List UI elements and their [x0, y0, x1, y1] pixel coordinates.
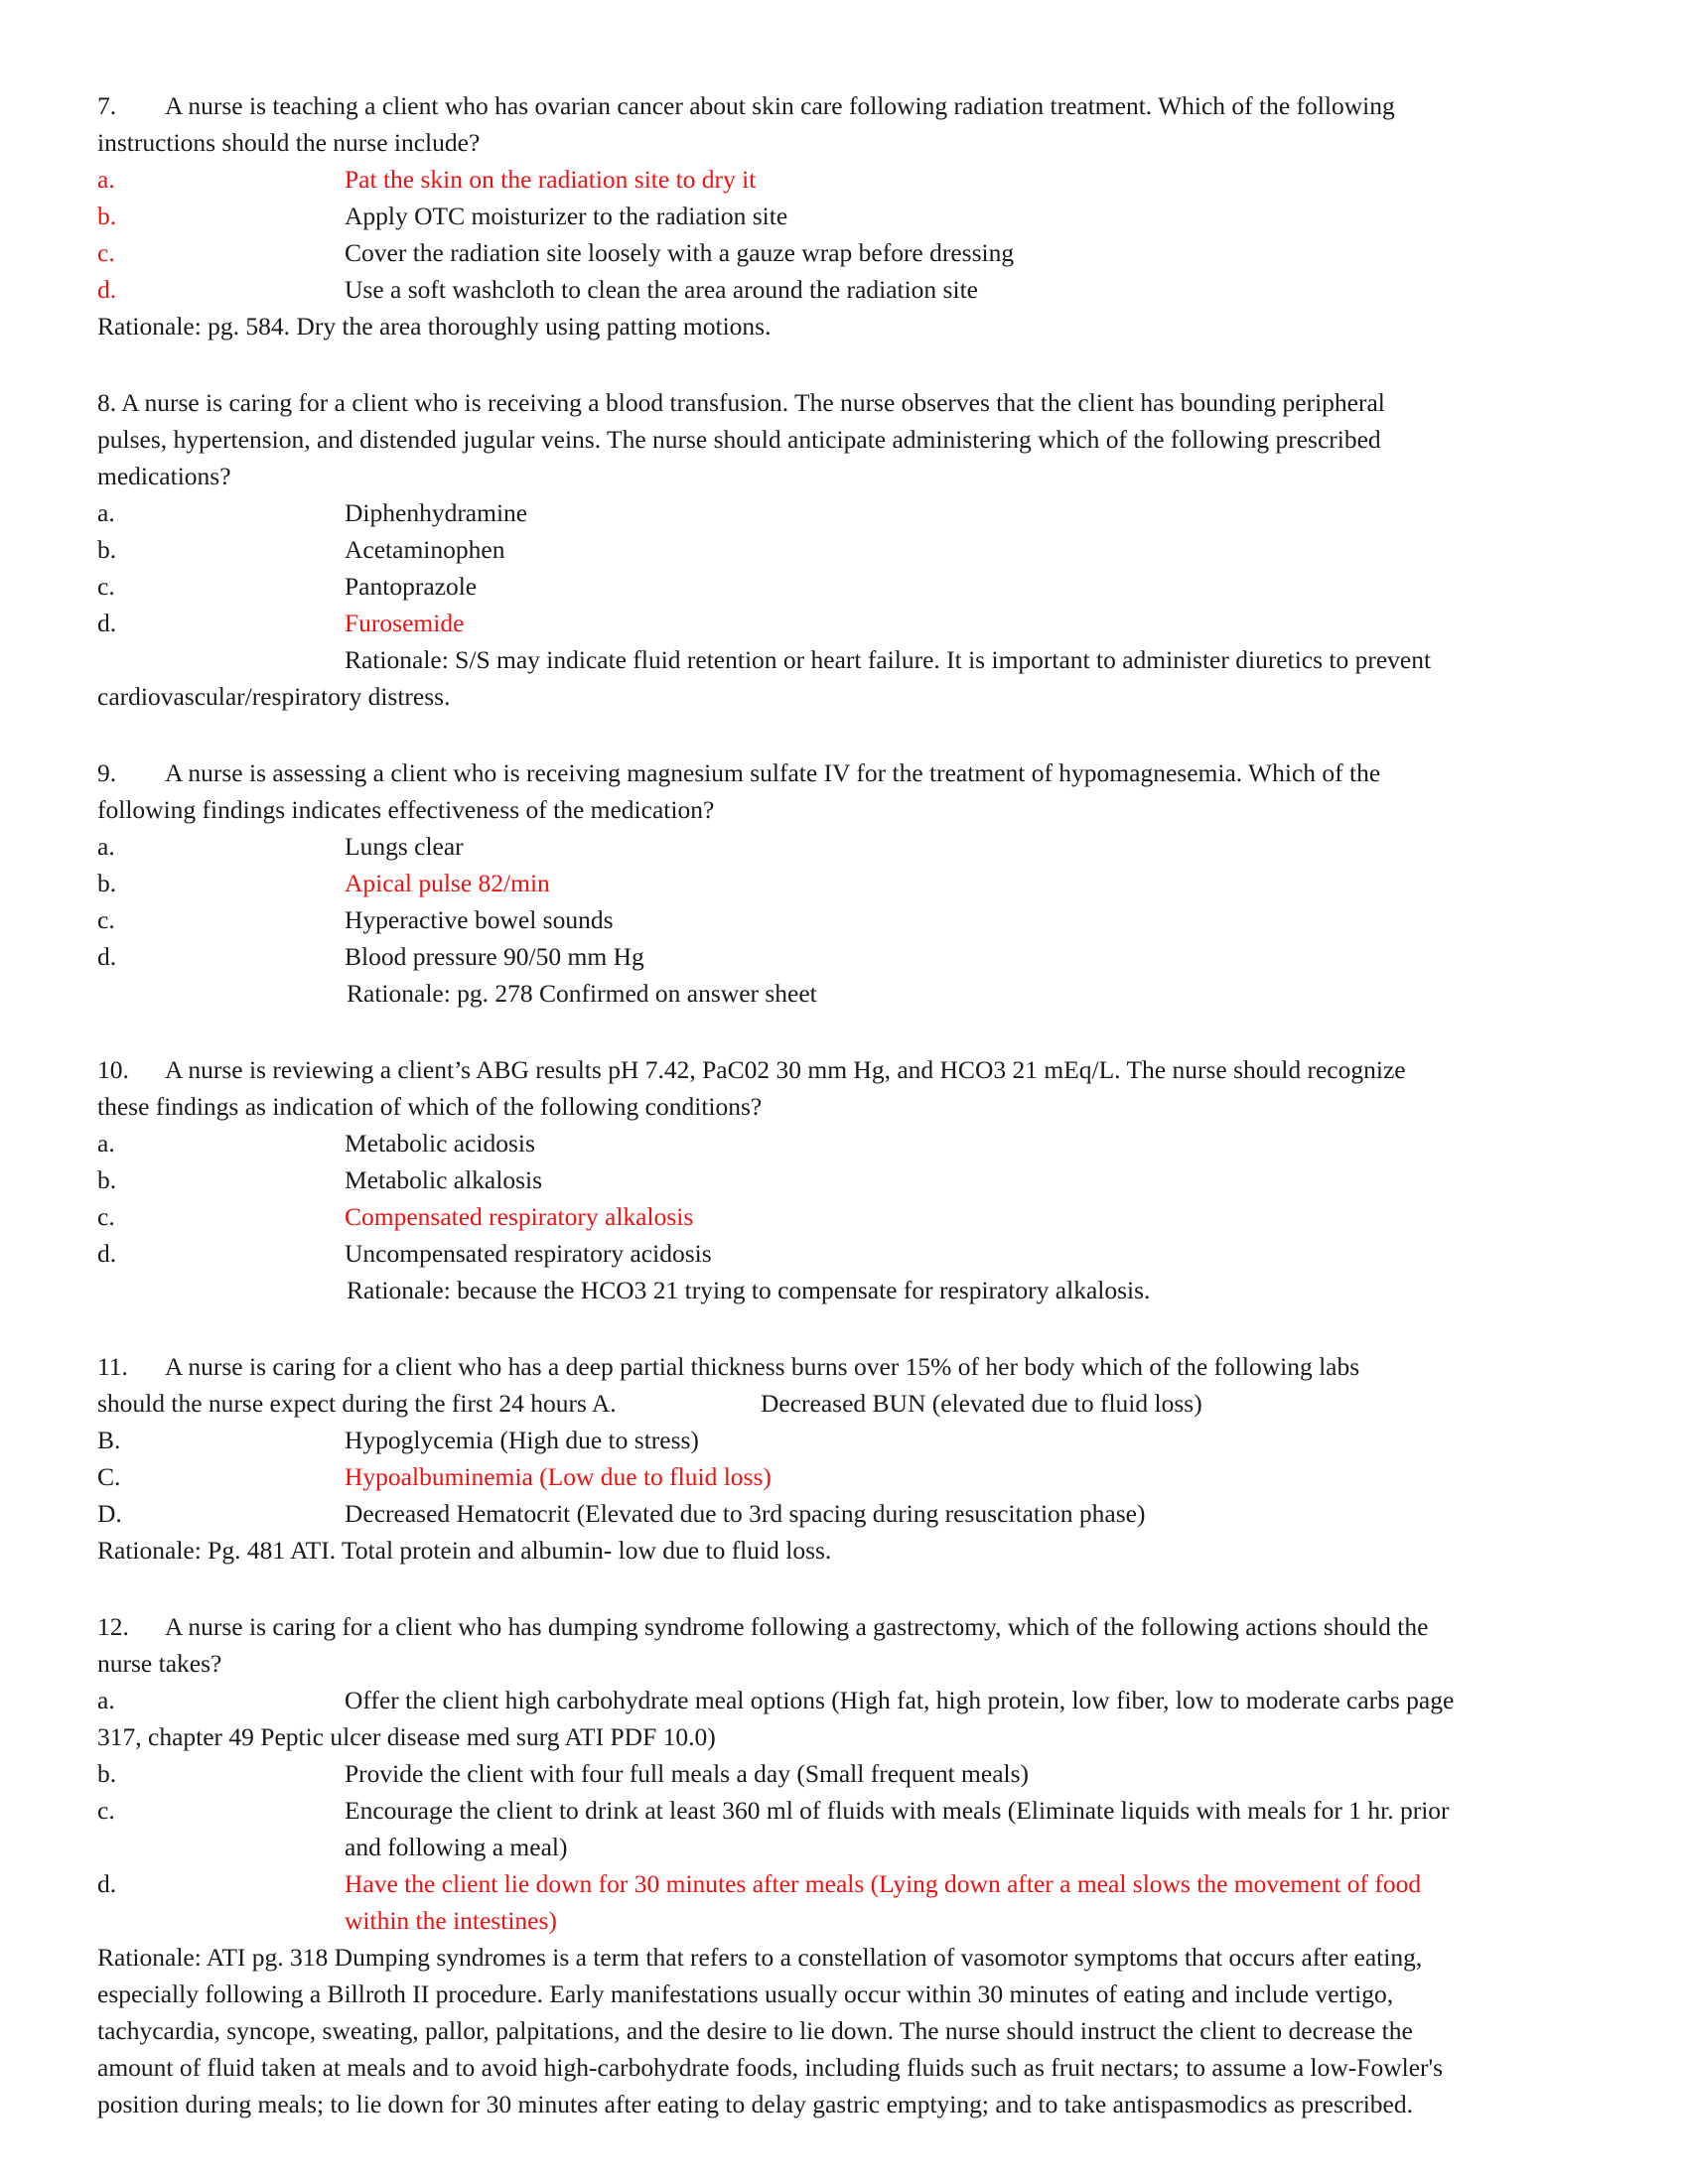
option-b: b. Apply OTC moisturizer to the radiation site: [97, 198, 1607, 234]
option-text: Hyperactive bowel sounds: [345, 905, 614, 934]
option-b: B. Hypoglycemia (High due to stress): [97, 1422, 1607, 1458]
question-stem-cont: pulses, hypertension, and distended jugular veins. The nurse should anticipate administering which of the following prescribed: [97, 425, 1381, 454]
rationale: Rationale: because the HCO3 21 trying to compensate for respiratory alkalosis.: [347, 1276, 1151, 1304]
option-b: b. Acetaminophen: [97, 531, 1607, 568]
question-9: [97, 754, 1607, 1012]
option-text: Pantoprazole: [345, 572, 478, 601]
question-11: [97, 1348, 1607, 1569]
question-stem: A nurse is reviewing a client’s ABG results pH 7.42, PaC02 30 mm Hg, and HCO3 21 mEq/L. The nurse should recognize: [165, 1055, 1406, 1084]
option-a: a. Offer the client high carbohydrate meal options (High fat, high protein, low fiber, low to moderate carbs page: [97, 1682, 1607, 1718]
option-d: d. Have the client lie down for 30 minutes after meals (Lying down after a meal slows the movement of food: [97, 1865, 1607, 1902]
option-text: Decreased Hematocrit (Elevated due to 3rd spacing during resuscitation phase): [345, 1499, 1146, 1528]
option-text: Use a soft washcloth to clean the area around the radiation site: [345, 275, 978, 304]
option-c: c. Compensated respiratory alkalosis: [97, 1198, 1607, 1235]
question-number: 9.: [97, 758, 117, 787]
rationale: Rationale: ATI pg. 318 Dumping syndromes is a term that refers to a constellation of vasomotor symptoms that occurs after eating,: [97, 1943, 1423, 1972]
option-text: Uncompensated respiratory acidosis: [345, 1239, 712, 1268]
rationale-cont: amount of fluid taken at meals and to avoid high-carbohydrate foods, including fluids such as fruit nectars; to assume a low-Fowler's: [97, 2053, 1444, 2082]
option-text: Metabolic alkalosis: [345, 1165, 542, 1194]
question-stem-cont: nurse takes?: [97, 1649, 222, 1678]
option-text: Metabolic acidosis: [345, 1129, 535, 1158]
option-b: b. Provide the client with four full meals a day (Small frequent meals): [97, 1755, 1607, 1792]
option-text: Blood pressure 90/50 mm Hg: [345, 942, 644, 971]
question-10: [97, 1051, 1607, 1308]
option-a: a. Pat the skin on the radiation site to dry it: [97, 161, 1607, 198]
question-number: 12.: [97, 1612, 129, 1641]
question-number: 7.: [97, 91, 117, 120]
rationale: Rationale: pg. 278 Confirmed on answer sheet: [347, 979, 817, 1008]
option-d: d. Blood pressure 90/50 mm Hg: [97, 938, 1607, 975]
question-stem: A nurse is teaching a client who has ovarian cancer about skin care following radiation treatment. Which of the following: [165, 91, 1395, 120]
question-stem-cont: should the nurse expect during the first 24 hours A.: [97, 1389, 617, 1418]
option-d: d. Furosemide: [97, 605, 1607, 641]
option-a: a. Metabolic acidosis: [97, 1125, 1607, 1161]
option-a: a. Lungs clear: [97, 828, 1607, 865]
rationale-cont: cardiovascular/respiratory distress.: [97, 682, 451, 711]
option-text: Cover the radiation site loosely with a gauze wrap before dressing: [345, 238, 1015, 267]
question-stem: A nurse is caring for a client who has a deep partial thickness burns over 15% of her body which of the following labs: [165, 1352, 1360, 1381]
question-stem-cont: these findings as indication of which of the following conditions?: [97, 1092, 763, 1121]
option-a-text: Decreased BUN (elevated due to fluid loss): [761, 1389, 1202, 1418]
rationale: Rationale: Pg. 481 ATI. Total protein and albumin- low due to fluid loss.: [97, 1536, 832, 1565]
option-text-correct: Have the client lie down for 30 minutes after meals (Lying down after a meal slows the movement of food: [345, 1869, 1422, 1898]
option-c-cont: and following a meal): [345, 1833, 568, 1861]
option-text: Offer the client high carbohydrate meal options (High fat, high protein, low fiber, low to moderate carbs page: [345, 1686, 1455, 1714]
option-c: c. Cover the radiation site loosely with a gauze wrap before dressing: [97, 234, 1607, 271]
option-text: Hypoglycemia (High due to stress): [345, 1426, 699, 1454]
option-text-correct: Pat the skin on the radiation site to dry it: [345, 165, 757, 194]
question-number: 11.: [97, 1352, 128, 1381]
question-stem: A nurse is assessing a client who is receiving magnesium sulfate IV for the treatment of hypomagnesemia. Which of the: [165, 758, 1381, 787]
option-text: Provide the client with four full meals a day (Small frequent meals): [345, 1759, 1030, 1788]
question-stem-cont: instructions should the nurse include?: [97, 128, 481, 157]
option-d: d. Use a soft washcloth to clean the area around the radiation site: [97, 271, 1607, 308]
question-stem: A nurse is caring for a client who has dumping syndrome following a gastrectomy, which of the following actions should the: [165, 1612, 1429, 1641]
option-text: Apply OTC moisturizer to the radiation site: [345, 202, 788, 230]
option-text: Diphenhydramine: [345, 498, 528, 527]
rationale: Rationale: S/S may indicate fluid retention or heart failure. It is important to administer diuretics to prevent: [345, 645, 1432, 674]
option-b: b. Apical pulse 82/min: [97, 865, 1607, 901]
option-text-correct: Furosemide: [345, 609, 465, 637]
question-7: [97, 87, 1607, 344]
option-text-correct: Hypoalbuminemia (Low due to fluid loss): [345, 1462, 772, 1491]
question-stem-cont: medications?: [97, 462, 231, 490]
option-a: a. Diphenhydramine: [97, 494, 1607, 531]
option-d: D. Decreased Hematocrit (Elevated due to 3rd spacing during resuscitation phase): [97, 1495, 1607, 1532]
option-c: c. Encourage the client to drink at least 360 ml of fluids with meals (Eliminate liquids with meals for 1 hr. prior: [97, 1792, 1607, 1829]
rationale-cont: tachycardia, syncope, sweating, pallor, palpitations, and the desire to lie down. The nurse should instruct the client to decrease the: [97, 2016, 1413, 2045]
option-b: b. Metabolic alkalosis: [97, 1161, 1607, 1198]
question-number: 10.: [97, 1055, 129, 1084]
document-page: [97, 87, 1607, 2122]
rationale: Rationale: pg. 584. Dry the area thoroughly using patting motions.: [97, 312, 772, 341]
option-c: c. Pantoprazole: [97, 568, 1607, 605]
question-stem: 8. A nurse is caring for a client who is receiving a blood transfusion. The nurse observes that the client has bounding peripheral: [97, 388, 1385, 417]
option-a-cont: 317, chapter 49 Peptic ulcer disease med surg ATI PDF 10.0): [97, 1722, 716, 1751]
option-text: Lungs clear: [345, 832, 464, 861]
option-d-cont: within the intestines): [345, 1906, 557, 1935]
option-c: c. Hyperactive bowel sounds: [97, 901, 1607, 938]
question-12: [97, 1608, 1607, 2122]
rationale-cont: especially following a Billroth II procedure. Early manifestations usually occur within 30 minutes of eating and include vertigo,: [97, 1979, 1394, 2008]
option-text: Encourage the client to drink at least 360 ml of fluids with meals (Eliminate liquids with meals for 1 hr. prior: [345, 1796, 1450, 1825]
option-text-correct: Compensated respiratory alkalosis: [345, 1202, 694, 1231]
option-text: Acetaminophen: [345, 535, 505, 564]
question-stem-cont: following findings indicates effectiveness of the medication?: [97, 795, 715, 824]
option-d: d. Uncompensated respiratory acidosis: [97, 1235, 1607, 1272]
rationale-cont: position during meals; to lie down for 30 minutes after eating to delay gastric emptying; and to take antispasmodics as prescribed.: [97, 2090, 1413, 2118]
option-c: C. Hypoalbuminemia (Low due to fluid loss): [97, 1458, 1607, 1495]
question-8: [97, 384, 1607, 715]
option-text-correct: Apical pulse 82/min: [345, 869, 550, 897]
